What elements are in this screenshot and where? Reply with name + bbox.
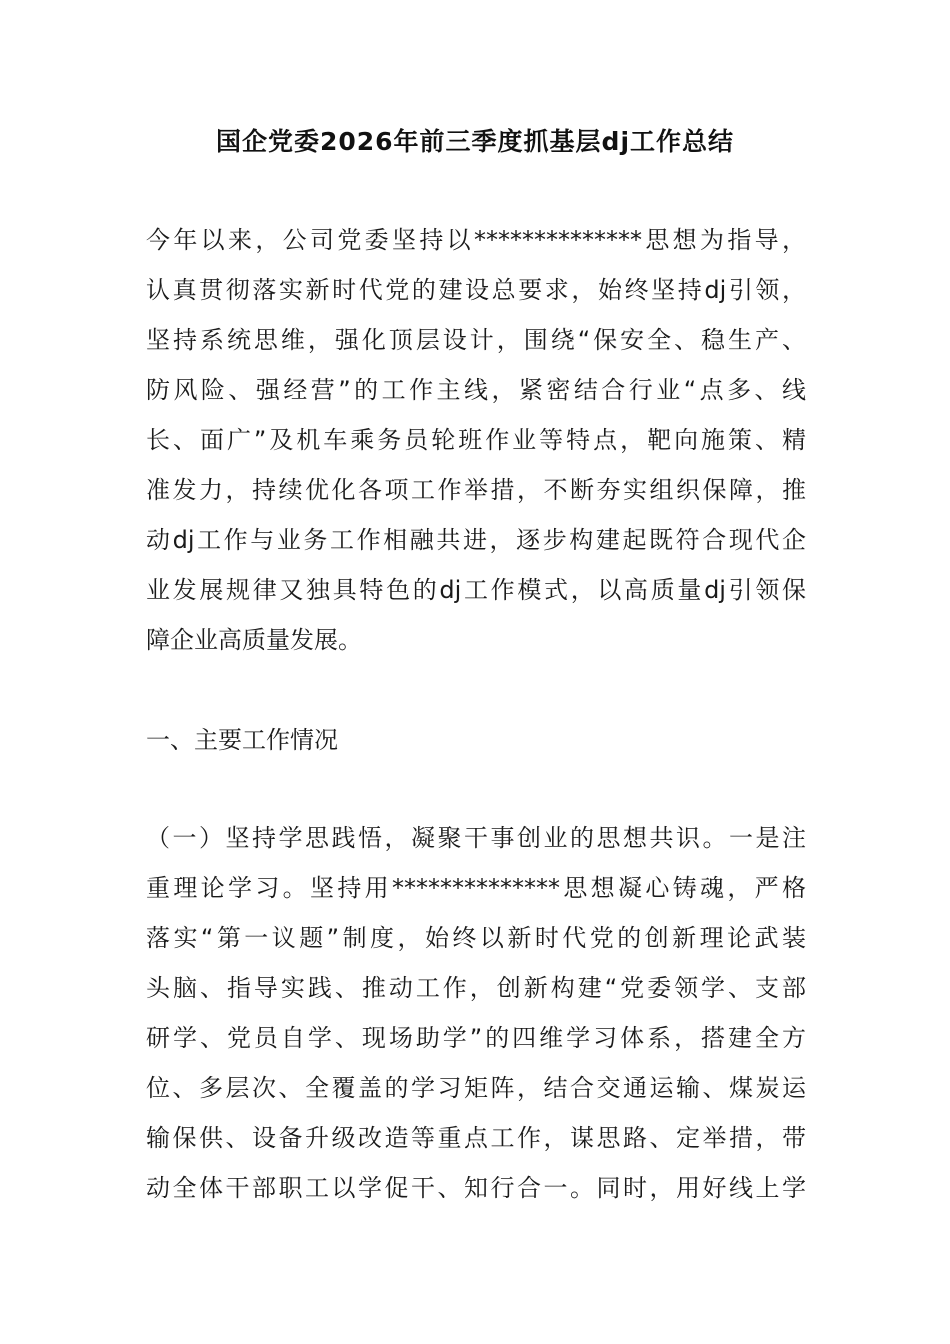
paragraph-line: 防风险、强经营”的工作主线，紧密结合行业“点多、线 — [146, 376, 806, 404]
paragraph-line: 动全体干部职工以学促干、知行合一。同时，用好线上学 — [146, 1174, 806, 1202]
paragraph-line: 认真贯彻落实新时代党的建设总要求，始终坚持dj引领， — [146, 276, 806, 304]
paragraph-line: 研学、党员自学、现场助学”的四维学习体系，搭建全方 — [146, 1024, 806, 1052]
paragraph-line: 坚持系统思维，强化顶层设计，围绕“保安全、稳生产、 — [146, 326, 806, 354]
paragraph-line: 输保供、设备升级改造等重点工作，谋思路、定举措，带 — [146, 1124, 806, 1152]
paragraph-line: （一）坚持学思践悟，凝聚干事创业的思想共识。一是注 — [146, 824, 806, 852]
paragraph-line: 今年以来，公司党委坚持以**************思想为指导， — [146, 226, 806, 254]
section-heading: 一、主要工作情况 — [146, 726, 338, 754]
paragraph-line: 业发展规律又独具特色的dj工作模式，以高质量dj引领保 — [146, 576, 806, 604]
paragraph-line: 动dj工作与业务工作相融共进，逐步构建起既符合现代企 — [146, 526, 806, 554]
paragraph-line: 准发力，持续优化各项工作举措，不断夯实组织保障，推 — [146, 476, 806, 504]
paragraph-line: 重理论学习。坚持用**************思想凝心铸魂，严格 — [146, 874, 806, 902]
paragraph-line: 落实“第一议题”制度，始终以新时代党的创新理论武装 — [146, 924, 806, 952]
paragraph-line: 障企业高质量发展。 — [146, 626, 362, 654]
paragraph-line: 头脑、指导实践、推动工作，创新构建“党委领学、支部 — [146, 974, 806, 1002]
paragraph-line: 长、面广”及机车乘务员轮班作业等特点，靶向施策、精 — [146, 426, 806, 454]
document-title: 国企党委2026年前三季度抓基层dj工作总结 — [215, 127, 735, 156]
paragraph-line: 位、多层次、全覆盖的学习矩阵，结合交通运输、煤炭运 — [146, 1074, 806, 1102]
